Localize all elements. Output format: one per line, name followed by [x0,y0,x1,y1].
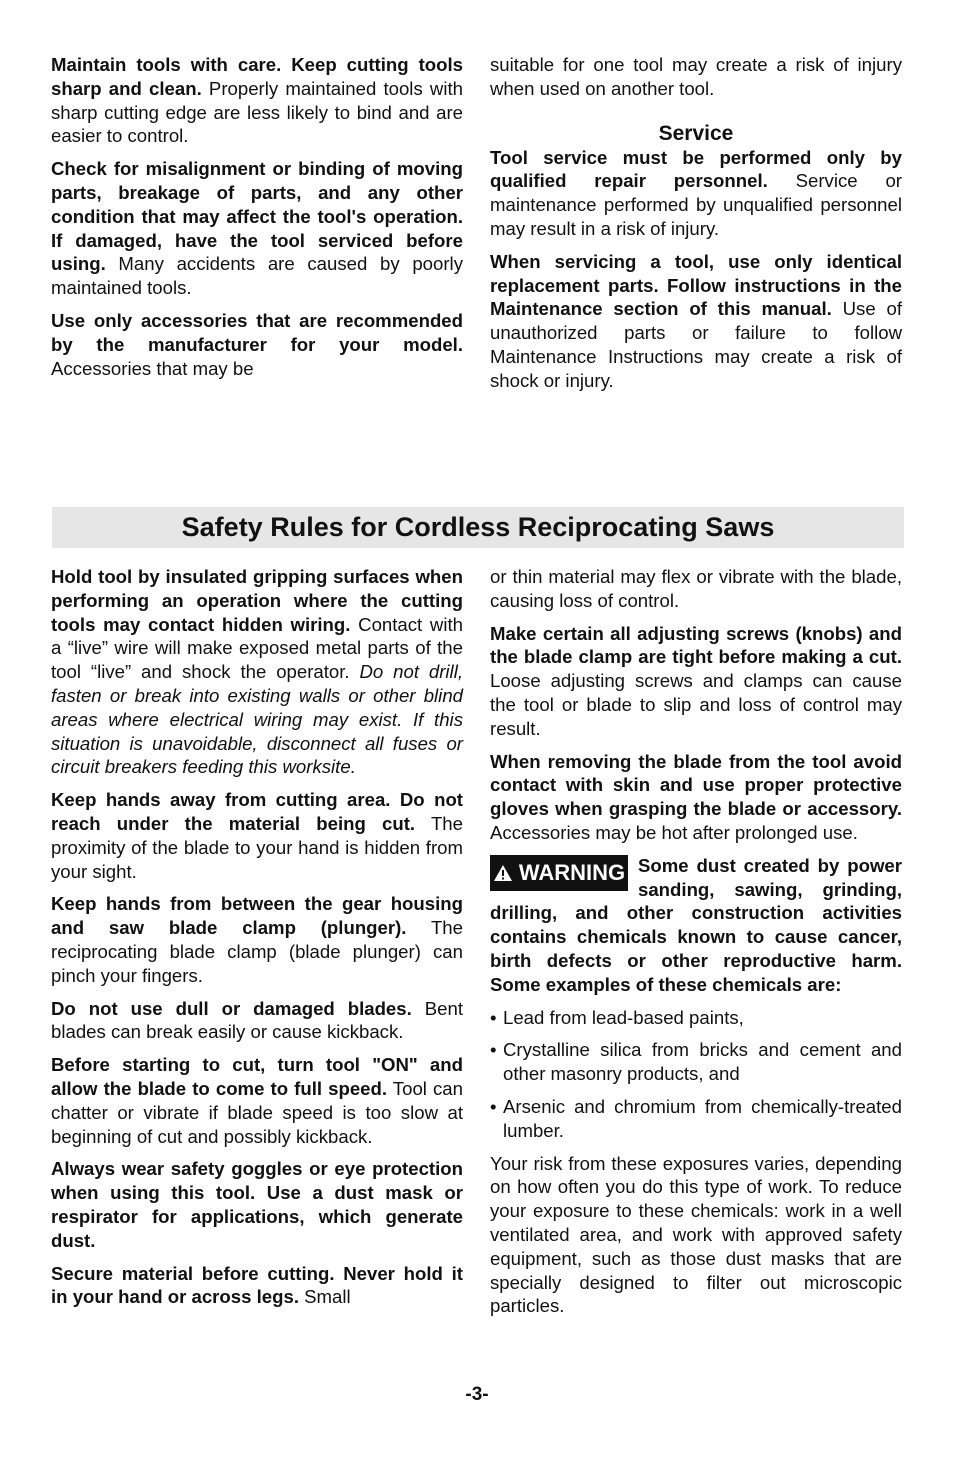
page-number: -3- [465,1384,489,1405]
bottom-right-column [490,565,902,1318]
exposure-advice: Your risk from these exposures varies, depending on how often you do this type of work. To reduce your exposure to these chemicals: work in a well ventilated area, and work with approved safety equipment, such as those dust masks that are specially designed to filter out microscopic particles. [490,1152,902,1317]
accessories-continuation: suitable for one tool may create a risk of injury when used on another tool. [490,54,902,99]
rule-qualified-service: Tool service must be performed only by qualified repair personnel. Service or maintenance performed by unqualified personnel may result in a risk of injury. [490,146,902,239]
rule-secure-material: Secure material before cutting. Never hold it in your hand or across legs. Small [51,1262,463,1308]
rule-full-speed: Before starting to cut, turn tool "ON" and allow the blade to come to full speed. Tool can chatter or vibrate if blade speed is too slow at beginning of cut and possibly kickback. [51,1054,463,1147]
rule-safety-goggles: Always wear safety goggles or eye protection when using this tool. Use a dust mask or respirator for applications, which generate dust. [51,1158,463,1251]
rule-dull-blades: Do not use dull or damaged blades. Bent blades can break easily or cause kickback. [51,997,463,1043]
warning-triangle-icon [493,864,513,882]
rule-identical-parts: When servicing a tool, use only identical replacement parts. Follow instructions in the Maintenance section of this manual. Use of unauthorized parts or failure to follow Maintenance Instructions may create a risk of shock or injury. [490,250,902,391]
secure-material-continuation: or thin material may flex or vibrate with the blade, causing loss of control. [490,566,902,611]
bottom-left-column [51,565,463,1309]
rule-insulated-grip: Hold tool by insulated gripping surfaces when performing an operation where the cutting tools may contact hidden wiring. Contact with a “live” wire will make exposed metal parts of the tool “live” and shock the operator. Do not drill, fasten or break into existing walls or other blind areas where electrical wiring may exist. If this situation is unavoidable, disconnect all fuses or circuit breakers feeding this worksite. [51,566,463,778]
rule-removing-blade: When removing the blade from the tool avoid contact with skin and use proper protective gloves when grasping the blade or accessory. Accessories may be hot after prolonged use. [490,750,902,843]
list-item: • Crystalline silica from bricks and cement and other masonry products, and [490,1038,902,1086]
top-right-column [490,53,902,393]
service-heading: Service [658,121,734,145]
rule-gear-housing: Keep hands from between the gear housing and saw blade clamp (plunger). The reciprocating blade clamp (blade plunger) can pinch your fingers. [51,893,463,986]
section-banner [52,507,904,548]
rule-adjusting-screws: Make certain all adjusting screws (knobs) and the blade clamp are tight before making a cut. Loose adjusting screws and clamps can cause the tool or blade to slip and loss of control may result. [490,622,902,739]
warning-text: Some dust created by power sanding, sawing, grinding, drilling, and other construction activities contains chemicals known to cause cancer, birth defects or other reproductive harm. Some examples of these chemicals are: [490,854,902,995]
top-left-column [51,53,463,380]
chemicals-list [490,1006,902,1143]
rule-maintain-tools: Maintain tools with care. Keep cutting tools sharp and clean. Properly maintained tools with sharp cutting edge are less likely to bind and are easier to control. [51,54,463,147]
list-item: • Arsenic and chromium from chemically-treated lumber. [490,1095,902,1143]
rule-hands-away: Keep hands away from cutting area. Do not reach under the material being cut. The proximity of the blade to your hand is hidden from your sight. [51,789,463,882]
warning-badge [490,855,628,891]
warning-label: WARNING [518,859,626,885]
rule-use-accessories: Use only accessories that are recommended by the manufacturer for your model. Accessories that may be [51,309,463,379]
list-item: • Lead from lead-based paints, [490,1006,902,1030]
rule-check-misalignment: Check for misalignment or binding of moving parts, breakage of parts, and any other condition that may affect the tool's operation. If damaged, have the tool serviced before using. Many accidents are caused by poorly maintained tools. [51,158,463,299]
dust-warning [490,854,902,997]
section-title: Safety Rules for Cordless Reciprocating Saws [181,512,775,542]
